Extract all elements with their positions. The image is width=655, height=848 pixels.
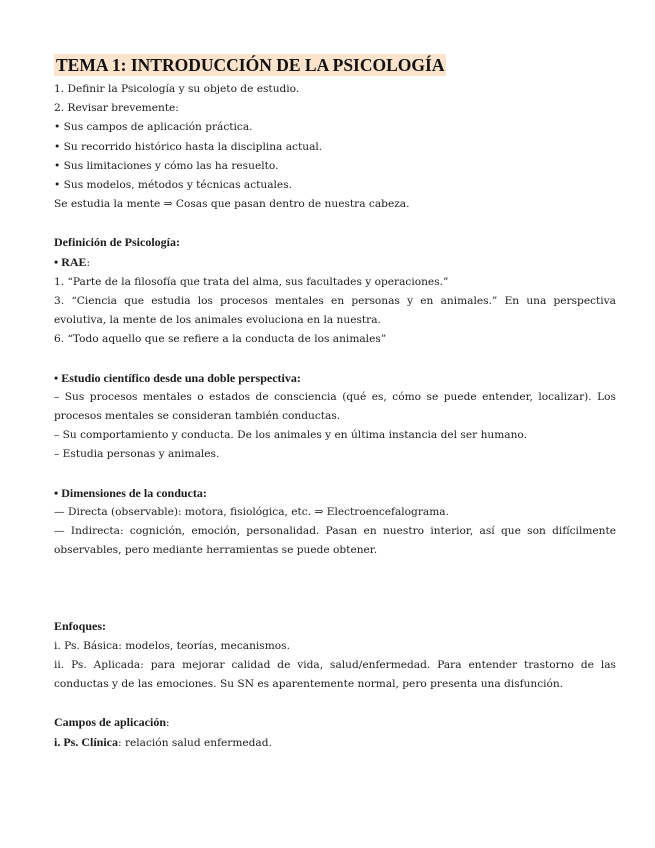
spacer <box>54 465 616 484</box>
rae-line <box>54 253 616 273</box>
intro-line: • Sus limitaciones y cómo las ha resuelto. <box>54 159 279 172</box>
campos-heading-colon: : <box>166 717 170 730</box>
spacer <box>54 694 616 713</box>
clinica-text: : relación salud enfermedad. <box>118 737 272 750</box>
document-page <box>54 54 616 754</box>
spacer <box>54 214 616 233</box>
definicion-item: 1. “Parte de la filosofía que trata del alma, sus facultades y operaciones.” <box>54 275 449 288</box>
intro-line: • Su recorrido histórico hasta la disciplina actual. <box>54 140 323 153</box>
enfoques-heading: Enfoques: <box>54 619 107 634</box>
intro-line: • Sus modelos, métodos y técnicas actuales. <box>54 179 293 192</box>
enfoques-item: ii. Ps. Aplicada: para mejorar calidad de vida, salud/enfermedad. Para entender trastorno de las conductas y de las emociones. Su SN es aparentemente normal, pero presenta una disfunción. <box>54 658 616 691</box>
estudio-item: – Su comportamiento y conducta. De los animales y en última instancia del ser humano. <box>54 429 527 442</box>
estudio-item: – Estudia personas y animales. <box>54 448 220 461</box>
page-title: TEMA 1: INTRODUCCIÓN DE LA PSICOLOGÍA <box>56 55 445 75</box>
campos-heading: Campos de aplicación <box>54 715 167 730</box>
spacer <box>54 560 616 617</box>
campos-heading-line <box>54 713 616 733</box>
rae-colon: : <box>86 256 91 269</box>
clinica-label: i. Ps. Clínica <box>54 735 119 750</box>
dimensiones-heading: • Dimensiones de la conducta: <box>54 485 207 500</box>
definicion-item: 6. “Todo aquello que se refiere a la conducta de los animales” <box>54 333 387 346</box>
clinica-line <box>54 733 616 753</box>
intro-line: 1. Definir la Psicología y su objeto de estudio. <box>54 83 300 95</box>
intro-line: • Sus campos de aplicación práctica. <box>54 121 253 134</box>
estudio-item: – Sus procesos mentales o estados de consciencia (qué es, cómo se puede entender, localizar). Los procesos mentales se consideran también conductas. <box>54 390 616 423</box>
intro-line: Se estudia la mente ⇒ Cosas que pasan dentro de nuestra cabeza. <box>54 198 410 211</box>
rae-label: • RAE <box>54 254 87 269</box>
dimensiones-item: — Indirecta: cognición, emoción, personalidad. Pasan en nuestro interior, así que son difícilmente observables, pero mediante herramientas se puede obtener. <box>54 525 616 557</box>
dimensiones-item: — Directa (observable): motora, fisiológica, etc. ⇒ Electroencefalograma. <box>54 505 449 518</box>
spacer <box>54 350 616 369</box>
definicion-heading: Definición de Psicología: <box>54 235 180 250</box>
estudio-heading: • Estudio científico desde una doble perspectiva: <box>54 370 301 385</box>
enfoques-item: i. Ps. Básica: modelos, teorías, mecanismos. <box>54 639 290 652</box>
intro-line: 2. Revisar brevemente: <box>54 102 179 115</box>
definicion-item: 3. “Ciencia que estudia los procesos mentales en personas y en animales.” En una perspectiva evolutiva, la mente de los animales evoluciona en la nuestra. <box>54 295 616 327</box>
